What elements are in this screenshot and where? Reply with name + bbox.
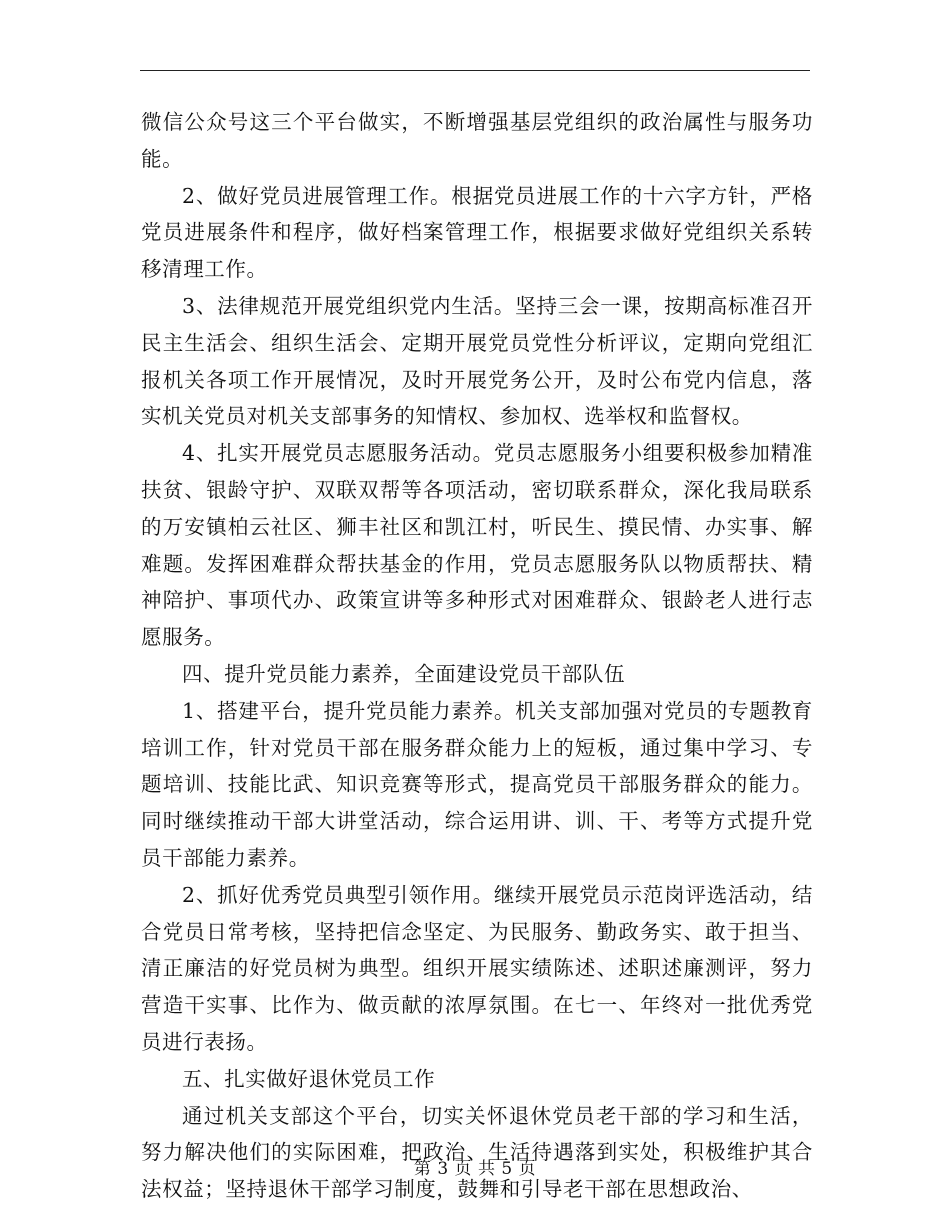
header-rule [140,70,810,71]
paragraph-continuation: 微信公众号这三个平台做实，不断增强基层党组织的政治属性与服务功能。 [141,110,813,171]
section-heading-4: 四、提升党员能力素养，全面建设党员干部队伍 [182,661,626,686]
paragraph-item-4: 4、扎实开展党员志愿服务活动。党员志愿服务小组要积极参加精准扶贫、银龄守护、双联双帮等各项活动，密切联系群众，深化我局联系的万安镇柏云社区、狮丰社区和凯江村，听民生、摸民情、办实事、解难题。发挥困难群众帮扶基金的作用，党员志愿服务队以物质帮扶、精神陪护、事项代办、政策宣讲等多种形式对困难群众、银龄老人进行志愿服务。 [141,441,813,650]
section-heading-5: 五、扎实做好退休党员工作 [182,1066,436,1091]
paragraph-item-5-body: 通过机关支部这个平台，切实关怀退休党员老干部的学习和生活，努力解决他们的实际困难，把政治、生活待遇落到实处，积极维护其合法权益；坚持退休干部学习制度，鼓舞和引导老干部在思想政治、 [141,1103,813,1202]
paragraph-item-4-2: 2、抓好优秀党员典型引领作用。继续开展党员示范岗评选活动，结合党员日常考核，坚持把信念坚定、为民服务、勤政务实、敢于担当、清正廉洁的好党员树为典型。组织开展实绩陈述、述职述廉测评，努力营造干实事、比作为、做贡献的浓厚氛围。在七一、年终对一批优秀党员进行表扬。 [141,882,813,1054]
document-body [141,104,813,1208]
page-number-footer: 第 3 页 共 5 页 [413,1159,537,1179]
paragraph-item-3: 3、法律规范开展党组织党内生活。坚持三会一课，按期高标准召开民主生活会、组织生活会、定期开展党员党性分析评议，定期向党组汇报机关各项工作开展情况，及时开展党务公开，及时公布党内信息，落实机关党员对机关支部事务的知情权、参加权、选举权和监督权。 [141,293,813,429]
paragraph-item-4-1: 1、搭建平台，提升党员能力素养。机关支部加强对党员的专题教育培训工作，针对党员干部在服务群众能力上的短板，通过集中学习、专题培训、技能比武、知识竞赛等形式，提高党员干部服务群众的能力。同时继续推动干部大讲堂活动，综合运用讲、训、干、考等方式提升党员干部能力素养。 [141,698,813,870]
paragraph-item-2: 2、做好党员进展管理工作。根据党员进展工作的十六字方针，严格党员进展条件和程序，做好档案管理工作，根据要求做好党组织关系转移清理工作。 [141,183,813,282]
